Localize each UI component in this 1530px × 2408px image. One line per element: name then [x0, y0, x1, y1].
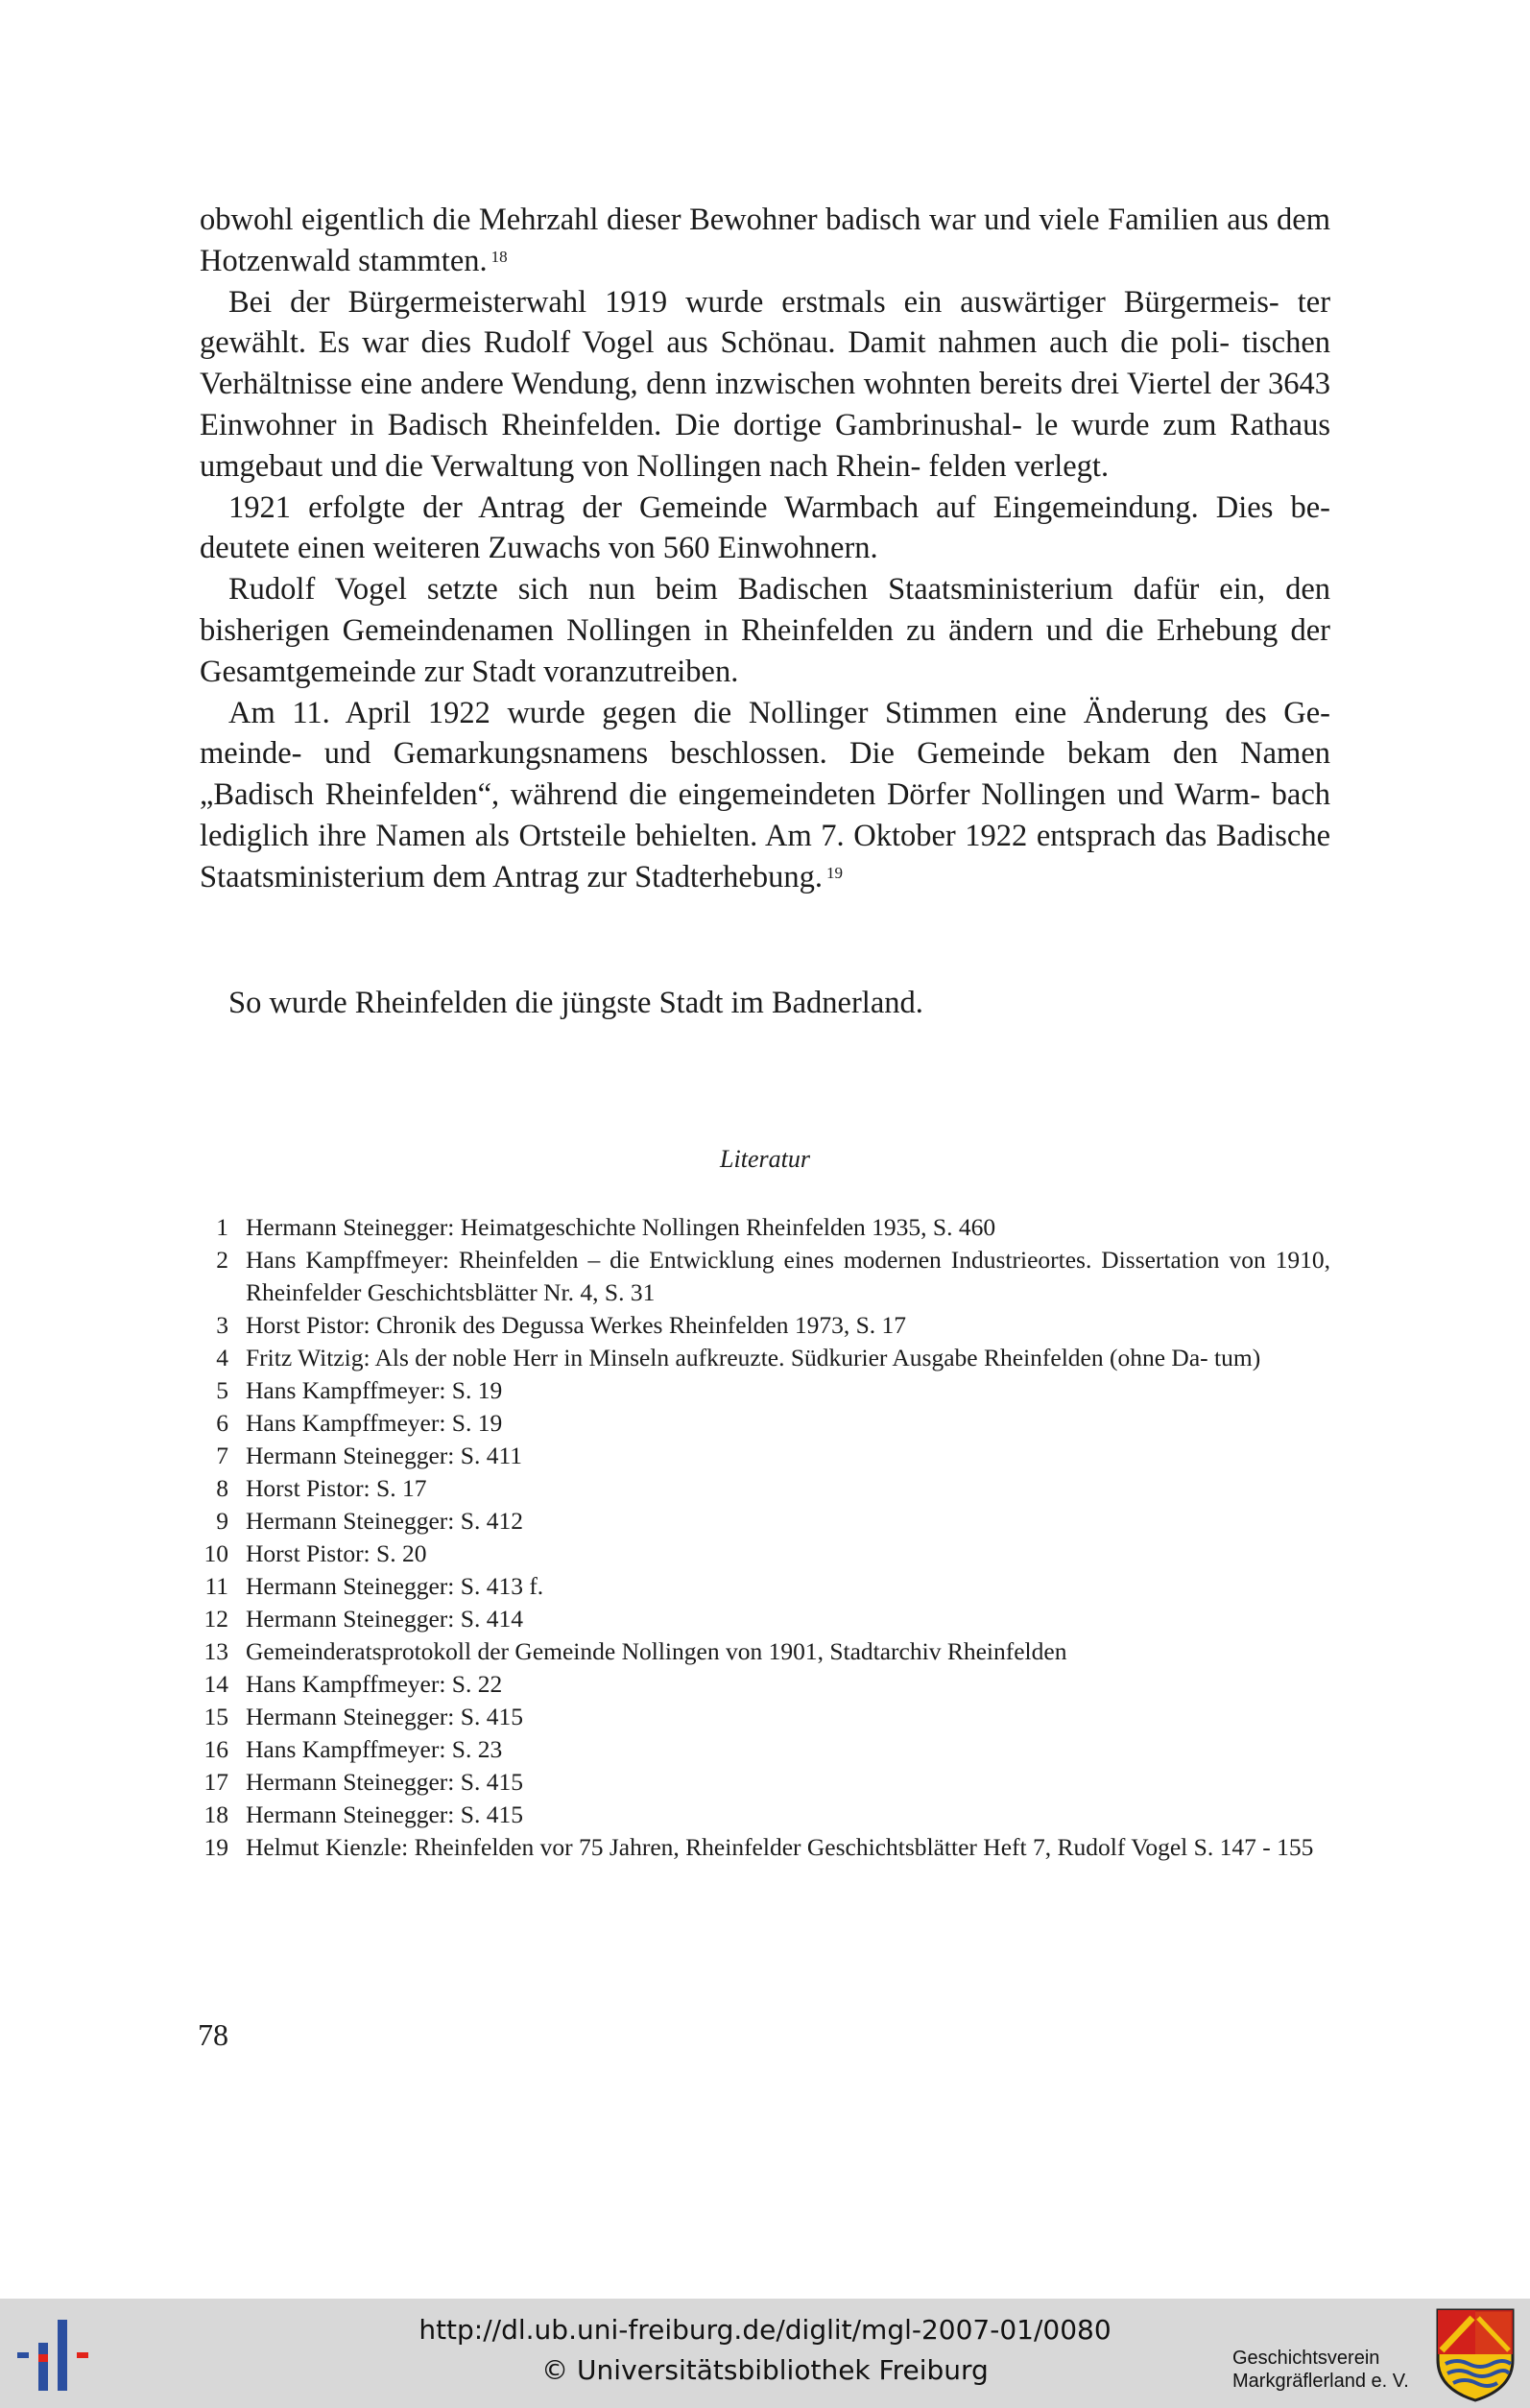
reference-text [246, 1733, 1330, 1766]
reference-text [246, 1472, 1330, 1505]
reference-text [246, 1244, 1330, 1309]
reference-item [192, 1701, 1330, 1733]
body-line: das Badische Staatsministerium dem Antrag zur Stadterhebung. [200, 818, 1331, 894]
reference-item [192, 1342, 1330, 1374]
footer-url-link[interactable]: http://dl.ub.uni-freiburg.de/diglit/mgl-2007-01/0080 [418, 2314, 1112, 2346]
body-line: bisherigen Gemeindenamen Nollingen in Rheinfelden zu ändern und die Erhebung [200, 612, 1279, 648]
reference-number: 19 [203, 1833, 228, 1861]
reference-text [246, 1799, 1330, 1831]
reference-item [192, 1668, 1330, 1701]
reference-number: 11 [204, 1572, 228, 1600]
body-text [200, 200, 1330, 898]
reference-number: 12 [203, 1605, 228, 1633]
reference-line: Hermann Steinegger: S. 414 [246, 1605, 523, 1633]
reference-number: 6 [216, 1409, 228, 1437]
society-name-line1: Geschichtsverein [1232, 2348, 1380, 2369]
reference-line: Horst Pistor: Chronik des Degussa Werkes Rheinfelden 1973, S. 17 [246, 1311, 907, 1339]
literatur-heading: Literatur [720, 1145, 810, 1173]
reference-text [246, 1766, 1330, 1799]
reference-line: Hans Kampffmeyer: Rheinfelden – die Entwicklung eines modernen Industrieortes. Dissertation [246, 1246, 1220, 1274]
reference-text [246, 1635, 1330, 1668]
reference-number: 15 [203, 1703, 228, 1730]
body-line: „Badisch Rheinfelden“, während die eingemeindeten Dörfer Nollingen und Warm- [200, 777, 1261, 813]
body-paragraph [200, 488, 1330, 570]
footer-copyright: © Universitätsbibliothek Freiburg [541, 2354, 989, 2386]
body-line: bach lediglich ihre Namen als Ortsteile behielten. Am 7. Oktober 1922 entsprach [200, 777, 1330, 853]
reference-number: 7 [216, 1442, 228, 1469]
reference-number: 8 [216, 1474, 228, 1502]
reference-number: 10 [203, 1539, 228, 1567]
body-line: felden verlegt. [928, 448, 1110, 484]
reference-line: Gemeinderatsprotokoll der Gemeinde Nollingen von 1901, Stadtarchiv Rheinfelden [246, 1637, 1067, 1665]
reference-number: 5 [216, 1376, 228, 1404]
reference-text [246, 1407, 1330, 1440]
reference-item [192, 1733, 1330, 1766]
footnote-marker: 19 [825, 863, 843, 882]
reference-number: 13 [203, 1637, 228, 1665]
body-paragraph [200, 200, 1330, 282]
reference-number: 9 [216, 1507, 228, 1535]
body-line: obwohl eigentlich die Mehrzahl dieser Bewohner badisch war und viele Familien [200, 203, 1219, 237]
reference-line: Horst Pistor: S. 17 [246, 1474, 427, 1502]
reference-line: Hermann Steinegger: S. 415 [246, 1800, 523, 1828]
reference-line: Hans Kampffmeyer: S. 22 [246, 1670, 503, 1698]
closing-sentence: So wurde Rheinfelden die jüngste Stadt im Badnerland. [228, 986, 923, 1020]
reference-text [246, 1309, 1330, 1342]
reference-line: Hans Kampffmeyer: S. 19 [246, 1376, 503, 1404]
reference-line: Hermann Steinegger: Heimatgeschichte Nollingen Rheinfelden 1935, S. 460 [246, 1213, 996, 1241]
reference-item [192, 1309, 1330, 1342]
reference-number: 2 [216, 1246, 228, 1274]
reference-line: Hans Kampffmeyer: S. 23 [246, 1735, 503, 1763]
reference-line: Hans Kampffmeyer: S. 19 [246, 1409, 503, 1437]
reference-number: 17 [203, 1768, 228, 1796]
reference-text [246, 1211, 1330, 1244]
reference-number: 4 [216, 1344, 228, 1371]
reference-item [192, 1244, 1330, 1309]
reference-item [192, 1831, 1330, 1864]
reference-line: S. 147 - 155 [1193, 1833, 1314, 1861]
reference-text [246, 1603, 1330, 1635]
reference-line: Hermann Steinegger: S. 415 [246, 1703, 523, 1730]
footnote-marker: 18 [490, 247, 508, 266]
reference-line: Hermann Steinegger: S. 413 f. [246, 1572, 544, 1600]
reference-item [192, 1635, 1330, 1668]
reference-item [192, 1603, 1330, 1635]
body-line: le wurde zum Rathaus umgebaut und die Verwaltung von Nollingen nach Rhein- [200, 407, 1330, 484]
reference-line: Hermann Steinegger: S. 412 [246, 1507, 523, 1535]
reference-item [192, 1570, 1330, 1603]
body-line: aus dem Hotzenwald stammten. [200, 203, 1331, 278]
reference-text [246, 1831, 1330, 1864]
footer-bar [0, 2299, 1530, 2408]
body-line: tischen Verhältnisse eine andere Wendung, denn inzwischen wohnten bereits drei [200, 325, 1330, 402]
body-line: der Gesamtgemeinde zur Stadt voranzutreiben. [200, 612, 1330, 689]
body-line: Viertel der 3643 Einwohner in Badisch Rheinfelden. Die dortige Gambrinushal- [200, 367, 1331, 442]
reference-line: von 1910, Rheinfelder Geschichtsblätter Nr. 4, S. 31 [246, 1246, 1330, 1306]
body-line: meinde- und Gemarkungsnamens beschlossen. Die Gemeinde bekam den Namen [200, 736, 1330, 772]
reference-item [192, 1440, 1330, 1472]
page-number: 78 [198, 2017, 228, 2052]
body-paragraph [200, 569, 1330, 692]
reference-line: Hermann Steinegger: S. 415 [246, 1768, 523, 1796]
body-line: Bei der Bürgermeisterwahl 1919 wurde erstmals ein auswärtiger Bürgermeis- [228, 284, 1279, 320]
reference-text [246, 1440, 1330, 1472]
society-name-line2: Markgräflerland e. V. [1232, 2371, 1409, 2392]
reference-text [246, 1505, 1330, 1538]
reference-item [192, 1766, 1330, 1799]
body-paragraph [200, 693, 1330, 898]
reference-text [246, 1538, 1330, 1570]
reference-number: 1 [216, 1213, 228, 1241]
reference-text [246, 1701, 1330, 1733]
reference-item [192, 1799, 1330, 1831]
reference-item [192, 1538, 1330, 1570]
reference-line: Hermann Steinegger: S. 411 [246, 1442, 522, 1469]
body-line: ter gewählt. Es war dies Rudolf Vogel aus Schönau. Damit nahmen auch die poli- [200, 284, 1331, 361]
reference-line: Horst Pistor: S. 20 [246, 1539, 427, 1567]
reference-item [192, 1472, 1330, 1505]
reference-line: Fritz Witzig: Als der noble Herr in Minseln aufkreuzte. Südkurier Ausgabe Rheinfelden (ohne Da- [246, 1344, 1208, 1371]
reference-item [192, 1374, 1330, 1407]
society-name [1232, 2347, 1409, 2393]
body-line: 1921 erfolgte der Antrag der Gemeinde Warmbach auf Eingemeindung. Dies be- [228, 489, 1330, 525]
reference-line: Helmut Kienzle: Rheinfelden vor 75 Jahren, Rheinfelder Geschichtsblätter Heft 7, Rudolf Vogel [246, 1833, 1188, 1861]
reference-item [192, 1211, 1330, 1244]
body-line: deutete einen weiteren Zuwachs von 560 Einwohnern. [200, 531, 878, 566]
reference-number: 18 [203, 1800, 228, 1828]
reference-text [246, 1668, 1330, 1701]
body-line: Rudolf Vogel setzte sich nun beim Badischen Staatsministerium dafür ein, den [228, 572, 1330, 608]
reference-text [246, 1342, 1330, 1374]
body-line: Am 11. April 1922 wurde gegen die Nollinger Stimmen eine Änderung des Ge- [228, 695, 1330, 730]
coat-of-arms-icon [1434, 2306, 1517, 2402]
reference-text [246, 1570, 1330, 1603]
reference-item [192, 1505, 1330, 1538]
reference-line: tum) [1214, 1344, 1261, 1371]
reference-number: 14 [203, 1670, 228, 1698]
reference-number: 3 [216, 1311, 228, 1339]
reference-item [192, 1407, 1330, 1440]
reference-text [246, 1374, 1330, 1407]
reference-list [192, 1211, 1330, 1864]
reference-number: 16 [203, 1735, 228, 1763]
body-paragraph [200, 282, 1330, 488]
